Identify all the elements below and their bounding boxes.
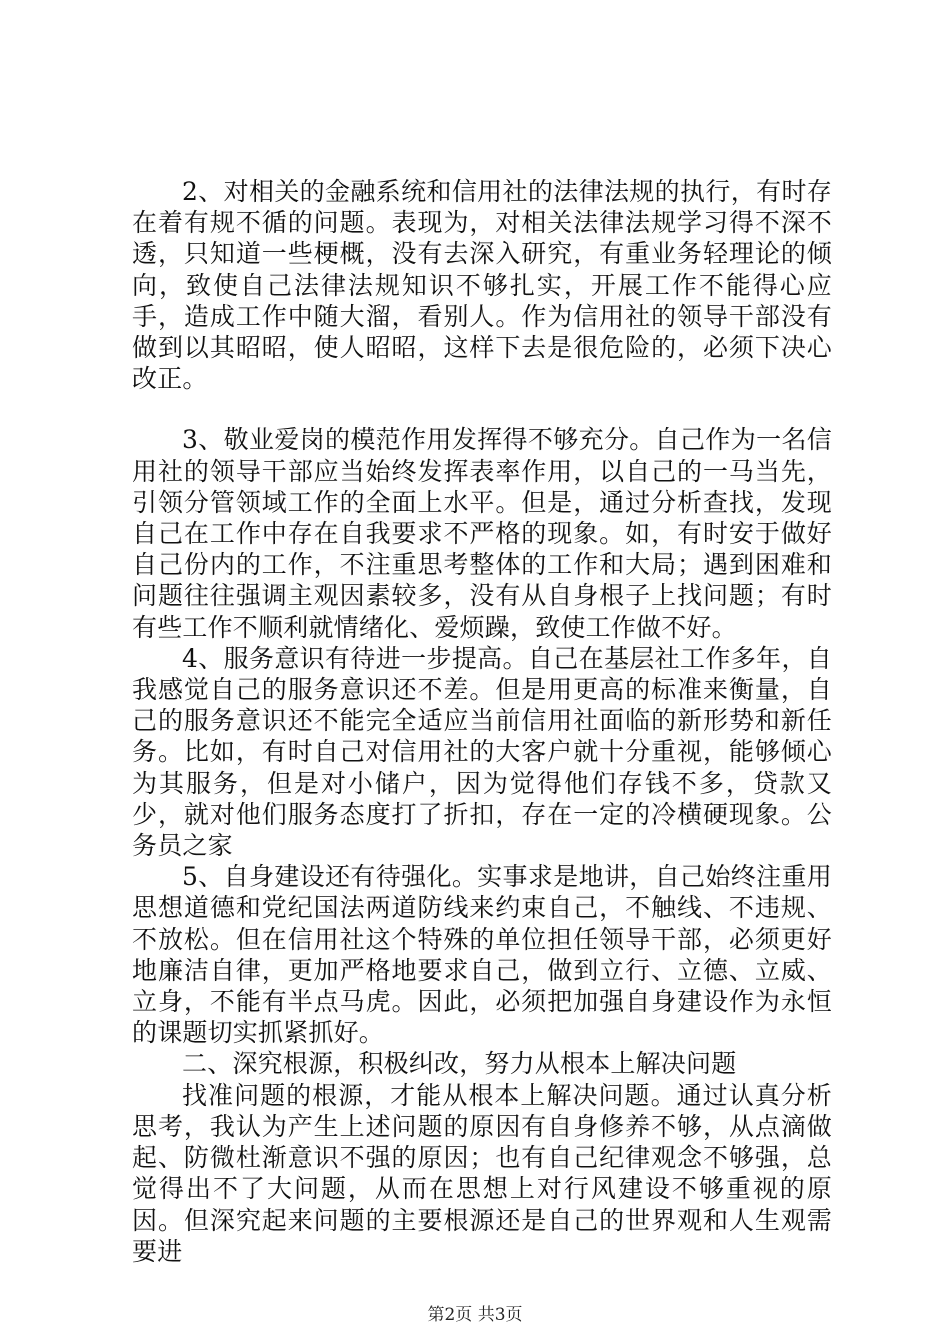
paragraph-gap	[132, 394, 832, 424]
document-body	[132, 176, 832, 1267]
paragraph-item-3: 3、敬业爱岗的模范作用发挥得不够充分。自己作为一名信用社的领导干部应当始终发挥表率作用，以自己的一马当先，引领分管领域工作的全面上水平。但是，通过分析查找，发现自己在工作中存在自我要求不严格的现象。如，有时安于做好自己份内的工作，不注重思考整体的工作和大局；遇到困难和问题往往强调主观因素较多，没有从自身根子上找问题；有时有些工作不顺利就情绪化、爱烦躁，致使工作做不好。	[132, 425, 832, 642]
paragraph-item-5: 5、自身建设还有待强化。实事求是地讲，自己始终注重用思想道德和党纪国法两道防线来约束自己，不触线、不违规、不放松。但在信用社这个特殊的单位担任领导干部，必须更好地廉洁自律，更加严格地要求自己，做到立行、立德、立威、立身，不能有半点马虎。因此，必须把加强自身建设作为永恒的课题切实抓紧抓好。	[132, 862, 832, 1048]
paragraph-root-cause: 找准问题的根源，才能从根本上解决问题。通过认真分析思考，我认为产生上述问题的原因有自身修养不够，从点滴做起、防微杜渐意识不强的原因；也有自己纪律观念不够强，总觉得出不了大问题，从而在思想上对行风建设不够重视的原因。但深究起来问题的主要根源还是自己的世界观和人生观需要进	[132, 1080, 832, 1266]
paragraph-item-4: 4、服务意识有待进一步提高。自己在基层社工作多年，自我感觉自己的服务意识还不差。但是用更高的标准来衡量，自己的服务意识还不能完全适应当前信用社面临的新形势和新任务。比如，有时自己对信用社的大客户就十分重视，能够倾心为其服务，但是对小储户，因为觉得他们存钱不多，贷款又少，就对他们服务态度打了折扣，存在一定的冷横硬现象。公务员之家	[132, 643, 832, 861]
page-footer: 第2页 共3页	[427, 1305, 523, 1325]
paragraph-item-2: 2、对相关的金融系统和信用社的法律法规的执行，有时存在着有规不循的问题。表现为，对相关法律法规学习得不深不透，只知道一些梗概，没有去深入研究，有重业务轻理论的倾向，致使自己法律法规知识不够扎实，开展工作不能得心应手，造成工作中随大溜，看别人。作为信用社的领导干部没有做到以其昭昭，使人昭昭，这样下去是很危险的，必须下决心改正。	[132, 177, 832, 394]
section-heading: 二、深究根源，积极纠改，努力从根本上解决问题	[182, 1049, 737, 1079]
